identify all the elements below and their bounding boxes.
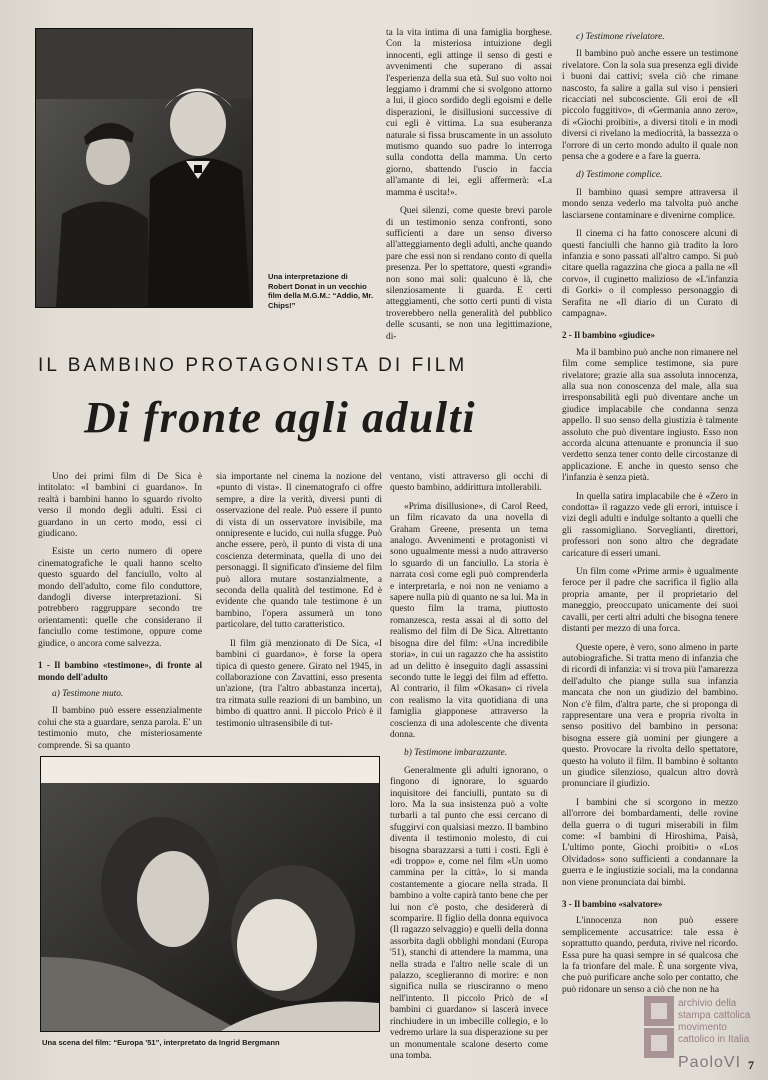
article-headline: Di fronte agli adulti xyxy=(84,393,477,442)
bottom-photo xyxy=(40,756,380,1032)
paragraph: Il cinema ci ha fatto conoscere alcuni di questi fanciulli che hanno già tradito la loro infanzia e sono passati all'altro campo. Si può citare quella ragazzina che gioca a palla ne «Il corvo», il cuginetto malizioso de «L'infanzia di Gorki» o il complesso personaggio di Serafita ne «Il diario di un Curato di campagna». xyxy=(562,229,738,319)
paragraph: I bambini che si scorgono in mezzo all'orrore dei bombardamenti, delle rovine della guerra o di tuguri miserabili in film come: «I bambini di Hiroshima, Paisà, L'ultimo ponte, Giochi proibiti» o «Los Olvidados» sono sufficienti a condannare la guerra e le ingiustizie sociali, ma la condanna non viene pronunciata dai bimbi. xyxy=(562,797,738,888)
top-photo-caption: Una interpretazione di Robert Donat in un vecchio film della M.G.M.: “Addio, Mr. Chips!” xyxy=(268,272,374,310)
section-heading-salvatore: 3 - Il bambino «salvatore» xyxy=(562,899,663,910)
paragraph: Generalmente gli adulti ignorano, o fingono di ignorare, lo sguardo inquisitore dei fanciulli, puntato su di loro. Ma la sua insistenza può a volte turbarli a tal punto che essi cercano di sfuggirvi con qualsiasi mezzo. Il bambino diventa il testimonio molesto, di cui bisogna sbarazzarsi a tutti i costi. Egli è «di troppo» e, come nel film «Un uomo cammina per la città», lo si manda costantemente a giocare nella strada. Il bambino a volte capirà tanto bene che per lui non c'è posto, che desidererà di scomparire. Il figlio della donna equivoca (Il ragazzo selvaggio) e quelli della donna assorbita dagli obblighi mondani (Europa '51), stanchi di attendere la mamma, una nella strada e l'altro nelle scale di un palazzo, sceglieranno di morire: e non significa nulla se riusciranno o meno nell'intento. Il piccolo Pricò de «I bambini ci guardano» si lascerà invece rinchiudere in un imbecille collegio, e lo vedremo urlare la sua disperazione su per un monumentale scalone deserto come una tomba. xyxy=(390,765,548,1061)
bottom-photo-caption: Una scena del film: “Europa '51”, interpretato da Ingrid Bergmann xyxy=(42,1038,280,1047)
paragraph: Ma il bambino può anche non rimanere nel film come semplice testimone, sia pure rivelatore; grazie alla sua assoluta innocenza, alla sua non conoscenza del male, alla sua irresponsabilità egli può diventare anche un giudice implacabile che condanna senza appello. Il suo senso della giustizia è talmente assoluto che può diventare ingiusto. Esso non accorda alcuna attenuante e pronuncia il suo verdetto senza tener conto delle circostanze di applicazione. E anche in questo senso che l'infanzia è senza pietà. xyxy=(562,347,738,484)
photo-robert-donat-image xyxy=(36,29,252,307)
subheading-testimone-complice: d) Testimone complice. xyxy=(576,170,663,181)
paragraph: Uno dei primi film di De Sica è intitolato: «I bambini ci guardano». In realtà i bambini hanno lo sguardo rivolto verso il mondo degli adulti. Essi ci guardano in un certo modo, essi ci giudicano. xyxy=(38,472,202,540)
body-column-3 xyxy=(390,472,548,1069)
paragraph: «Prima disillusione», di Carol Reed, un film ricavato da una novella di Graham Greene, presenta un tema analogo. Avvenimenti e protagonisti vi sono ugualmente messi a nudo attraverso lo sguardo di un fanciullo. La storia è narrata così come egli può comprenderla e interpretarla, e noi non ne veniamo a sapere nulla più di quanto ne sa lui. Ma in questo film la trama, piuttosto romanzesca, resta assai al di sotto del realismo del film di De Sica. Altrettanto bisogna dire del film: «Una incredibile storia», in cui un ragazzo che ha assistito ad un delitto è inseguito dagli assassini secondo tutte le leggi dei film ad effetto. Al contrario, il film «Okasan» ci rivela con realismo la vita quotidiana di una famiglia giapponese attraverso la coscienza di una adolescente che diventa donna. xyxy=(390,501,548,740)
paragraph: Quei silenzi, come queste brevi parole di un testimonio senza confronti, sono sufficienti a dare un senso diverso all'atteggiamento degli adulti, anche quando pare che essi non si rendano conto di quella presenza. Per lo spettatore, questi «grandi» non sono mai soli: qualcuno è là, che silenziosamente li guarda. E certi atteggiamenti, che sotto certi punti di vista troverebbero nella generalità del pubblico delle scusanti, se non una legittimazione, di- xyxy=(386,206,552,342)
paragraph: Il bambino può essere essenzialmente colui che sta a guardare, senza parola. E' un testimonio muto, che misteriosamente comprende. Si sa quanto xyxy=(38,706,202,751)
paragraph: ventano, visti attraverso gli occhi di questo bambino, addirittura intollerabili. xyxy=(390,472,548,494)
top-text-column xyxy=(386,28,552,350)
right-text-column xyxy=(562,28,738,1003)
paragraph: Queste opere, è vero, sono almeno in parte autobiografiche. Si tratta meno di infanzia che di ricordi di infanzia: vi si trova più l'amarezza dell'adulto che piange sulla sua infanzia mancata che non un giudizio del bambino. Non c'è film, d'altra parte, che si proponga di rappresentare una vera e propria rivolta in senso positivo del bambino in persona: bisogna essere già uomini per giungere a questo. Provocare la rivolta dello spettatore, questo ha voluto il film. Il bambino è soltanto un giudice silenzioso, qualcun altro dovrà pronunciare il giudizio. xyxy=(562,642,738,790)
paragraph: sia importante nel cinema la nozione del «punto di vista». Il cinematografo ci offre sempre, a dire la verità, diversi punti di osservazione del reale. Può essere il punto di vista di un osservatore invisibile, ma onnipresente e lucido, cui nulla sfugge. Può anche essere, però, il punto di vista di una coscienza determinata, quella di uno dei personaggi. Il significato d'insieme del film può allora mutare sostanzialmente, a seconda della qualità del testimone. Ed è evidente che quando tale testimone è un bambino, l'opera assumerà un tono particolare, del tutto caratteristico. xyxy=(216,472,382,631)
page-number: 7 xyxy=(748,1058,754,1072)
body-column-1 xyxy=(38,472,202,759)
paragraph: Il film già menzionato di De Sica, «I bambini ci guardano», è forse la opera tipica di questo genere. Girato nel 1945, in collaborazione con Zavattini, esso presenta un'azione, (tra l'altro abbastanza incerta), tra ritmata sulle reazioni di un bambino, un bimbo di quattro anni. Il piccolo Pricò è il testimonio ultrasensibile di tut- xyxy=(216,638,382,729)
subheading-testimone-muto: a) Testimone muto. xyxy=(52,688,124,699)
subheading-testimone-rivelatore: c) Testimone rivelatore. xyxy=(576,32,665,42)
paragraph: ta la vita intima di una famiglia borghese. Con la misteriosa intuizione degli innocenti, egli attinge il senso di gesti e avvenimenti che superano di assai l'esperienza della sua età. Sul suo volto noi leggiamo i drammi che si svolgono attorno a lui, il gioco sordido degli egoismi e delle disperazioni, le disillusioni successive di cui egli è vittima. La sua esuberanza naturale si fissa bruscamente in un assoluto mutismo quando suo padre lo interroga sulla condotta della mamma. Un certo giorno, sbattendo l'uscio in faccia all'amante di lei, egli affermerà: «La mamma è uscita!». xyxy=(386,28,552,198)
paragraph: Il bambino quasi sempre attraversa il mondo senza vederlo ma talvolta può anche lasciarsene contaminare e divenirne complice. xyxy=(562,187,738,221)
subheading-testimone-imbarazzante: b) Testimone imbarazzante. xyxy=(404,748,508,759)
section-heading-testimone: 1 - Il bambino «testimone», di fronte al mondo dell'adulto xyxy=(38,660,202,682)
watermark-text: archivio della stampa cattolica movimento cattolico in Italia xyxy=(678,998,751,1045)
paragraph: Esiste un certo numero di opere cinematografiche le quali hanno scelto questo sguardo del fanciullo, volto al mondo dell'adulto, come filo conduttore, dandogli diverse interpretazioni. Si potrebbero raggruppare secondo tre orientamenti: quelle che considerano il fanciullo come testimone, oppure come giudice, o ancora come salvezza. xyxy=(38,547,202,649)
body-column-2 xyxy=(216,472,382,737)
paragraph: L'innocenza non può essere semplicemente accusatrice: tale essa è soprattutto quando, perduta, rivive nel ricordo. Essa pure ha quasi sempre in sé qualcosa che la fa trionfare del male. È una sorgente viva, che può purificare anche solo per contatto, che può ridonare un senso a ciò che non ne ha xyxy=(562,916,738,995)
photo-europa-51-image xyxy=(41,757,379,1031)
paragraph: Un film come «Prime armi» è ugualmente feroce per il padre che sacrifica il figlio alla propria amante, per il proprietario del maneggio, preoccupato unicamente dei suoi cavalli, per certi altri adulti che bisogna tenere distanti per mezzo di una forca. xyxy=(562,567,738,635)
watermark-brand: PaoloVI xyxy=(678,1054,742,1071)
paragraph: Il bambino può anche essere un testimone rivelatore. Con la sola sua presenza egli divide i buoni dai cattivi; svela ciò che rimane nascosto, fa salire a galla sul viso i pensieri ricacciati nel subcosciente. Gli eroi de «Il piccolo fuggitivo», di «Germania anno zero», di «Giochi proibiti», a diversi titoli e in modi diversi ci rivelano la mediocrità, la bassezza o l'orrore di un certo mondo adulto il quale non pensa che a godere e a fare la guerra. xyxy=(562,49,738,163)
top-photo xyxy=(35,28,253,308)
archive-logo-icon xyxy=(644,996,674,1058)
article-kicker: IL BAMBINO PROTAGONISTA DI FILM xyxy=(38,355,468,376)
section-heading-giudice: 2 - Il bambino «giudice» xyxy=(562,330,656,341)
paragraph: In quella satira implacabile che è «Zero in condotta» il ragazzo vede gli errori, intuisce i vizi degli adulti e indulge soltanto a quelli che gli rassomigliano. Sorveglianti, direttori, professori non sono altro che degradate caricature di esseri umani. xyxy=(562,491,738,559)
